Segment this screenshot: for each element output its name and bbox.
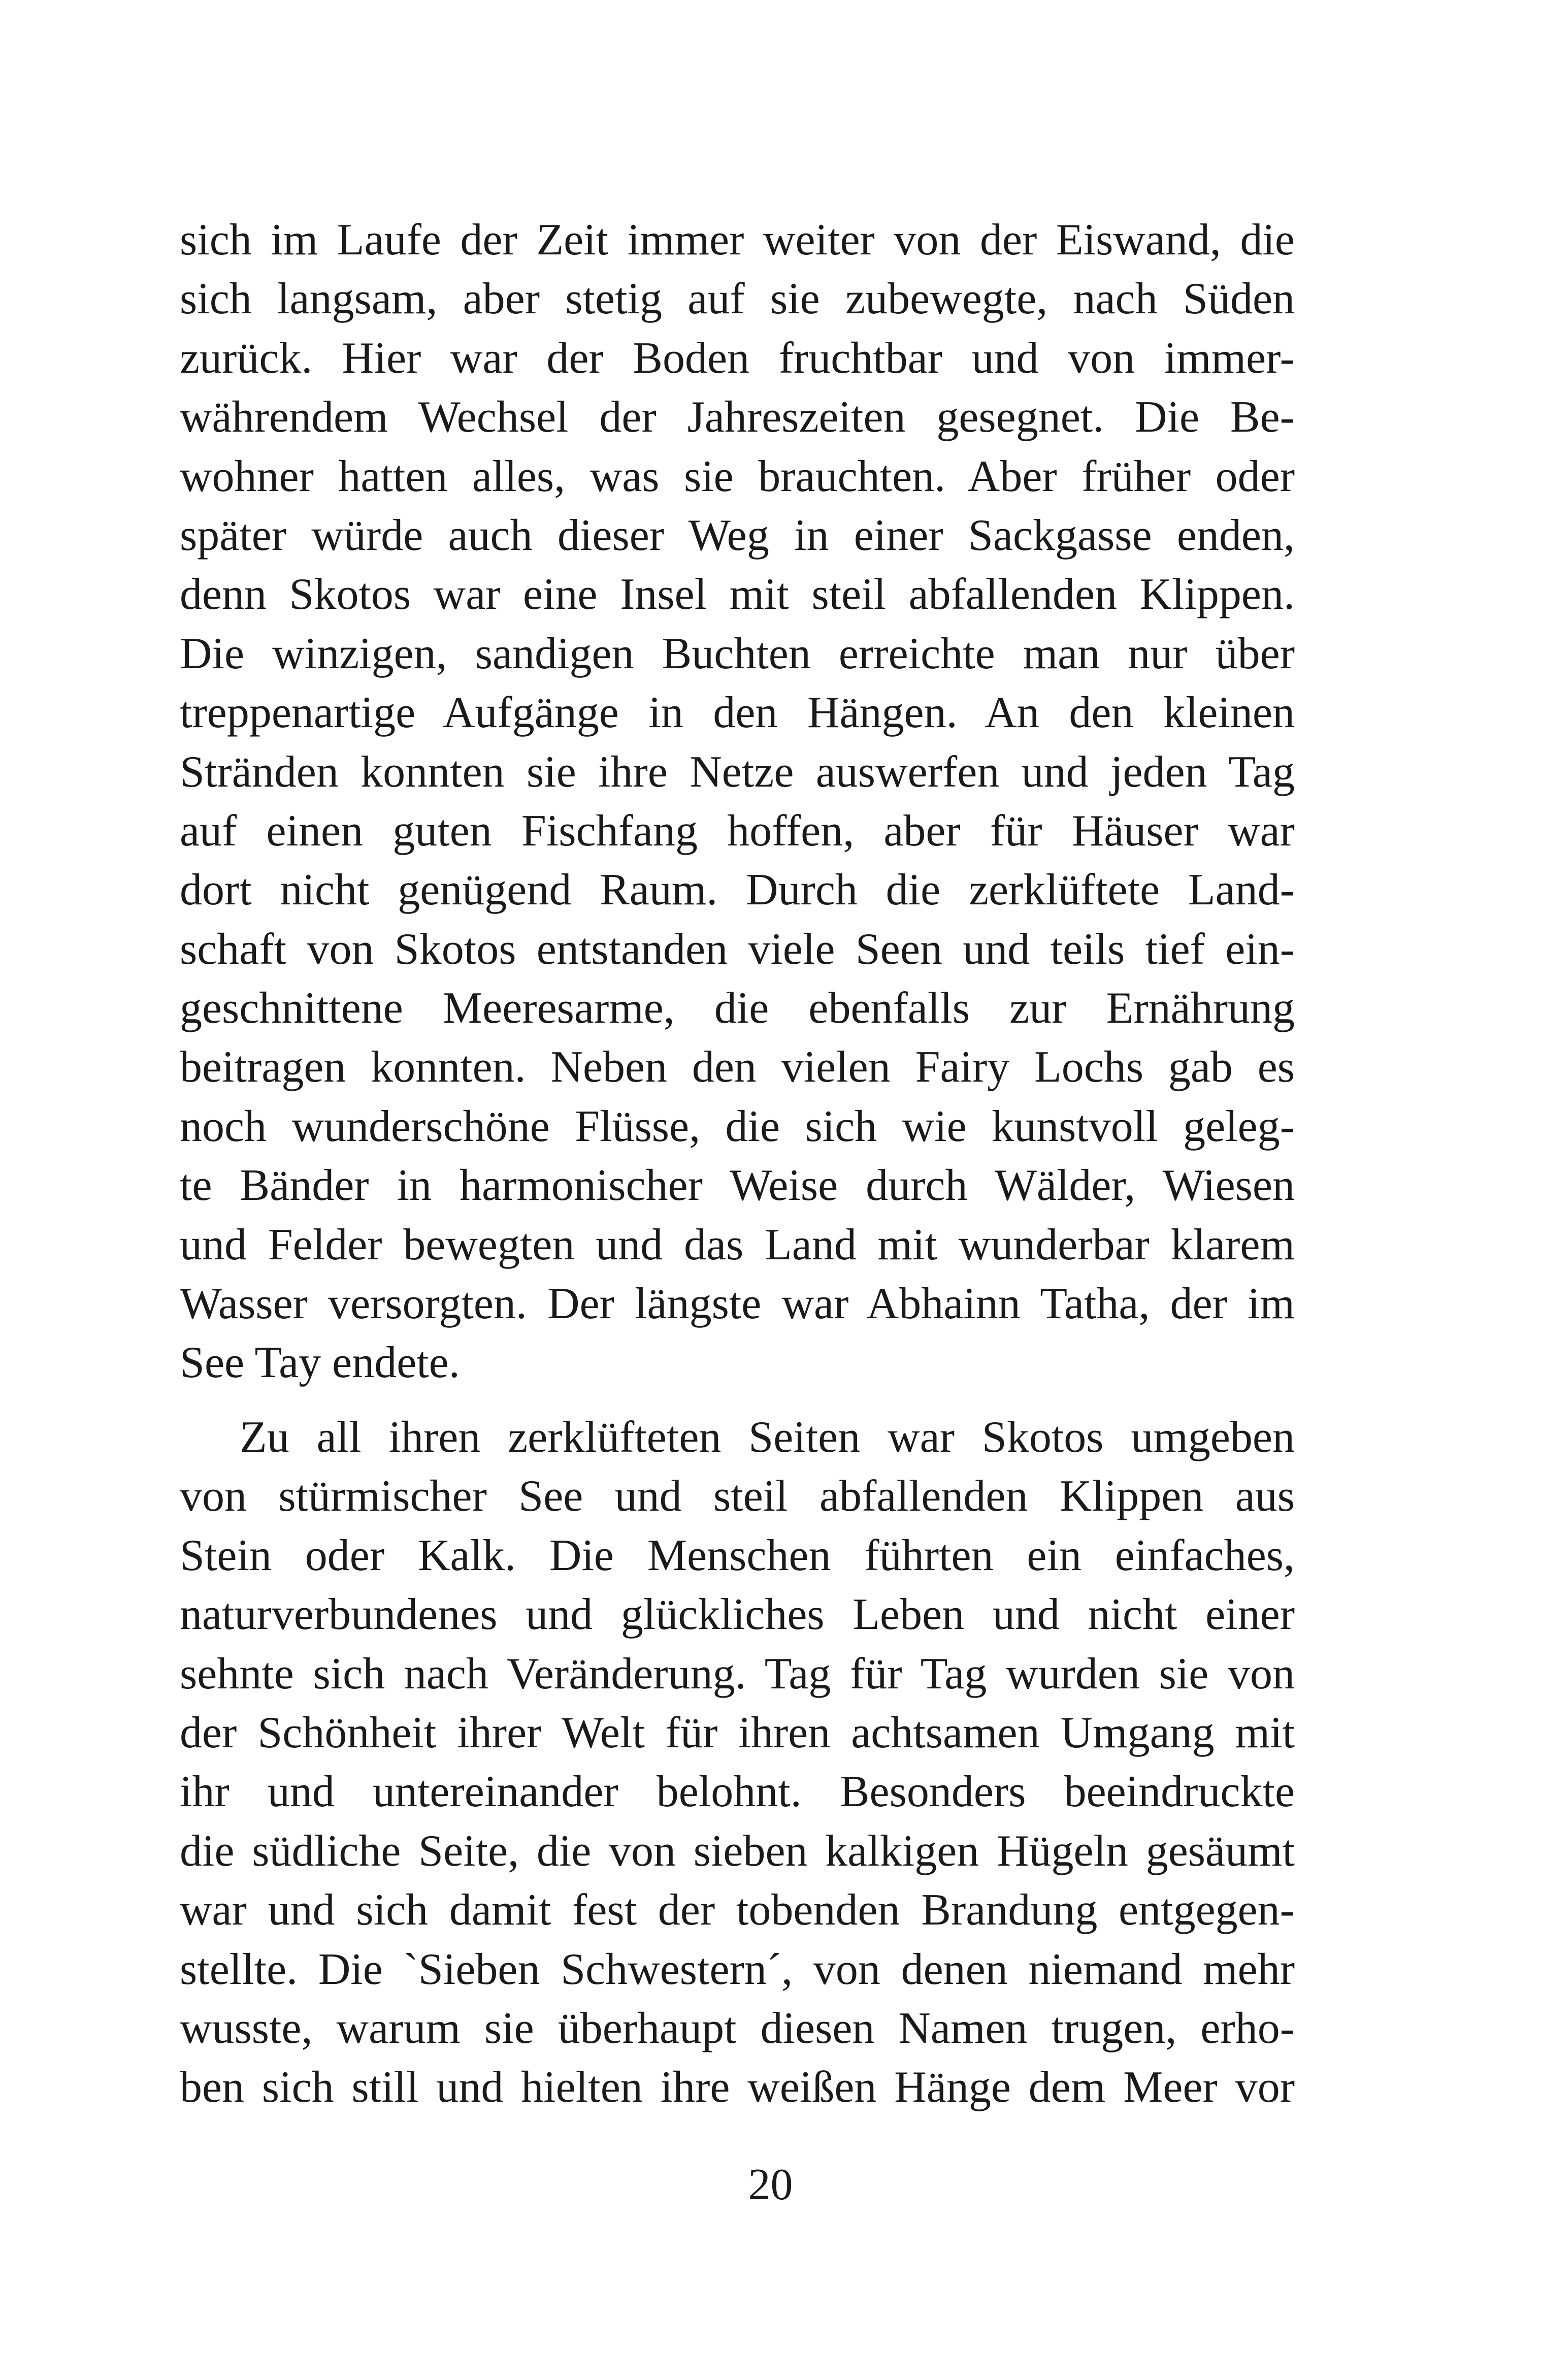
text-line: Zu all ihren zerklüfteten Seiten war Skotos umgeben [240, 1413, 1295, 1462]
text-line: später würde auch dieser Weg in einer Sackgasse enden, [180, 510, 1295, 560]
text-line: sehnte sich nach Veränderung. Tag für Tag wurden sie von [180, 1649, 1295, 1699]
text-line: naturverbundenes und glückliches Leben und nicht einer [180, 1590, 1295, 1640]
text-line: stellte. Die `Sieben Schwestern´, von denen niemand mehr [180, 1944, 1295, 1994]
text-line: die südliche Seite, die von sieben kalkigen Hügeln gesäumt [180, 1826, 1295, 1876]
text-line: treppenartige Aufgänge in den Hängen. An den kleinen [180, 688, 1295, 738]
text-line: sich im Laufe der Zeit immer weiter von der Eiswand, die [180, 215, 1295, 265]
text-line: der Schönheit ihrer Welt für ihren achtsamen Umgang mit [180, 1708, 1295, 1757]
text-line: Stein oder Kalk. Die Menschen führten ein einfaches, [180, 1530, 1295, 1580]
text-line: wohner hatten alles, was sie brauchten. Aber früher oder [180, 451, 1295, 501]
text-line: Stränden konnten sie ihre Netze auswerfen und jeden Tag [180, 747, 1295, 797]
text-line: geschnittene Meeresarme, die ebenfalls zur Ernährung [180, 984, 1295, 1033]
text-line: und Felder bewegten und das Land mit wunderbar klarem [180, 1220, 1295, 1269]
text-line: Die winzigen, sandigen Buchten erreichte man nur über [180, 629, 1295, 678]
text-line: See Tay endete. [180, 1338, 460, 1388]
text-line: wusste, warum sie überhaupt diesen Namen trugen, erho- [180, 2003, 1295, 2053]
text-line: beitragen konnten. Neben den vielen Fairy Lochs gab es [180, 1042, 1295, 1092]
page-number: 20 [748, 2160, 793, 2209]
text-line: währendem Wechsel der Jahreszeiten gesegnet. Die Be- [180, 393, 1295, 442]
paragraph-2 [180, 1408, 1295, 2117]
text-line: auf einen guten Fischfang hoffen, aber für Häuser war [180, 806, 1295, 856]
paragraph-1 [180, 211, 1295, 1393]
text-line: ihr und untereinander belohnt. Besonders beeindruckte [180, 1767, 1295, 1817]
text-line: noch wunderschöne Flüsse, die sich wie kunstvoll geleg- [180, 1101, 1295, 1151]
text-line: ben sich still und hielten ihre weißen Hänge dem Meer vor [180, 2063, 1295, 2112]
text-line: schaft von Skotos entstanden viele Seen und teils tief ein- [180, 924, 1295, 974]
text-line: von stürmischer See und steil abfallenden Klippen aus [180, 1472, 1295, 1521]
text-line: Wasser versorgten. Der längste war Abhainn Tatha, der im [180, 1279, 1295, 1329]
text-line: dort nicht genügend Raum. Durch die zerklüftete Land- [180, 865, 1295, 915]
text-line: zurück. Hier war der Boden fruchtbar und von immer- [180, 333, 1295, 383]
text-line: sich langsam, aber stetig auf sie zubewegte, nach Süden [180, 274, 1295, 324]
text-line: te Bänder in harmonischer Weise durch Wälder, Wiesen [180, 1161, 1295, 1211]
text-line: denn Skotos war eine Insel mit steil abfallenden Klippen. [180, 570, 1295, 620]
text-line: war und sich damit fest der tobenden Brandung entgegen- [180, 1885, 1295, 1935]
